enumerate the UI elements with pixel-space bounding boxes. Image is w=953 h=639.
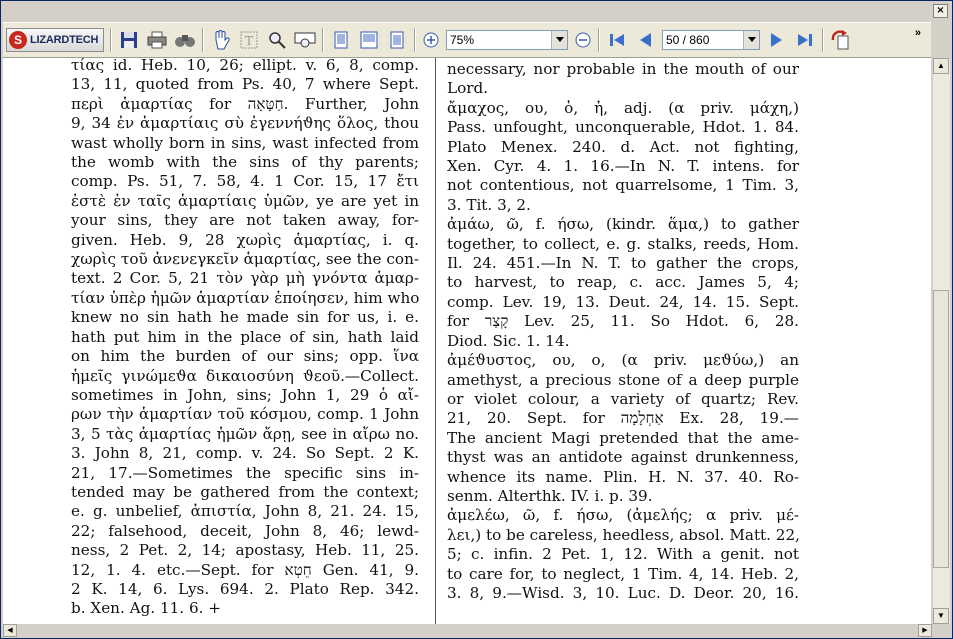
text-line: Pass. unfought, unconquerable, Hdot. 1. 84. (447, 118, 799, 137)
text-line: whence its name. Plin. H. N. 37. 40. Ro- (447, 467, 799, 486)
text-line: not contentious, not quarrelsome, 1 Tim. 3, (447, 176, 799, 195)
text-line: 3. John 8, 21, comp. v. 24. So Sept. 2 K. (71, 444, 419, 463)
scroll-up-button[interactable]: ▲ (933, 58, 949, 74)
vertical-scrollbar[interactable] (932, 58, 950, 624)
fit-width-button[interactable] (358, 29, 380, 51)
text-line: e. g. unbelief, ἀπιστία, John 8, 21. 24. 15, (71, 502, 419, 521)
text-line: ἀμάω, ῶ, f. ήσω, (kindr. ἅμα,) to gather (447, 215, 799, 234)
zoom-dropdown-arrow[interactable] (551, 31, 567, 49)
text-line: ἐστὲ ἐν ταῖς ἁμαρτίαις ὑμῶν, ye are yet in (71, 191, 419, 210)
text-line: ἀμελέω, ῶ, f. ήσω, (ἀμελής; α priv. μέ- (447, 506, 799, 525)
text-line: the womb with the sins of thy parents; (71, 153, 419, 172)
page-value: 50 / 860 (666, 33, 710, 47)
fit-page-button[interactable] (386, 29, 408, 51)
last-page-icon (796, 31, 814, 49)
text-line: 5; c. infin. 2 Pet. 1, 12. With a genit. not (447, 545, 799, 564)
rotate-icon (830, 30, 852, 50)
chevron-down-icon (556, 37, 564, 43)
text-line: τίαν ὑπὲρ ἡμῶν ἁμαρτίαν ἐποίησεν, him who (71, 288, 420, 307)
text-line: knew no sin hath he made sin for us, i. e. (71, 308, 419, 327)
separator (202, 28, 204, 52)
text-line: ἡμεῖς γινώμεϑα δικαιοσύνη ϑεοῦ.—Collect. (71, 366, 419, 385)
zoom-select[interactable] (446, 30, 568, 50)
text-line: 9, 34 ἐν ἁμαρτίαις σὺ ἐγεννήϑης ὅλος, thou (71, 114, 419, 133)
text-line: senm. Alterthk. IV. i. p. 39. (447, 486, 653, 505)
left-column (71, 58, 419, 619)
text-line: Xen. Cyr. 4. 1. 16.—In N. T. intens. for (447, 157, 799, 176)
single-page-icon (333, 31, 349, 49)
text-line: Il. 24. 451.—In N. T. to gather the crops, (447, 254, 799, 273)
text-line: Lord. (447, 79, 489, 98)
single-page-button[interactable] (330, 29, 352, 51)
text-line: Plato Menex. 240. d. Act. not fighting, (447, 137, 799, 156)
next-page-icon (769, 31, 785, 49)
text-line: ρων τὴν ἁμαρτίαν τοῦ κόσμου, comp. 1 John (71, 405, 419, 424)
zoom-tool-button[interactable] (266, 29, 288, 51)
zoom-in-icon (423, 32, 439, 48)
zoom-rect-button[interactable] (294, 29, 316, 51)
separator (822, 28, 824, 52)
separator (414, 28, 416, 52)
binoculars-icon (175, 32, 195, 48)
text-line: amethyst, a precious stone of a deep purple (447, 370, 799, 389)
text-select-button[interactable] (238, 29, 260, 51)
fit-page-icon (389, 31, 405, 49)
text-line: text. 2 Cor. 5, 21 τὸν γὰρ μὴ γνόντα ἁμαρ- (71, 269, 419, 288)
magnifier-icon (268, 31, 286, 49)
text-line: your sins, they are not taken away, for- (71, 211, 419, 230)
text-line: ἀμέϑυστος, ου, ο, (α priv. μεϑύω,) an (447, 351, 799, 370)
toolbar-overflow-button[interactable]: » (914, 27, 921, 39)
zoom-out-button[interactable] (574, 29, 592, 51)
text-line: περὶ ἁμαρτίας for חַטָּאָה. Further, John (71, 94, 420, 113)
text-line: given. Heb. 9, 28 χωρὶς ἁμαρτίας, i. q. (71, 230, 419, 249)
text-line: 22; falsehood, deceit, John 8, 46; lewd- (71, 521, 419, 540)
horizontal-scrollbar[interactable] (3, 624, 932, 637)
page-dropdown-arrow[interactable] (743, 31, 759, 49)
pan-tool-button[interactable] (210, 29, 232, 51)
close-button[interactable]: × (933, 4, 948, 18)
column-divider (435, 58, 436, 624)
text-select-icon (240, 31, 258, 49)
separator (110, 28, 112, 52)
zoom-rect-icon (294, 31, 316, 49)
page-select[interactable] (662, 30, 760, 50)
first-page-button[interactable] (606, 29, 628, 51)
text-line: 21, 17.—Sometimes the specific sins in- (71, 463, 419, 482)
text-line: The ancient Magi pretended that the ame- (447, 428, 799, 447)
text-line: comp. Ps. 51, 7. 58, 4. 1 Cor. 15, 17 ἔτι (71, 172, 419, 191)
scroll-thumb[interactable] (933, 290, 949, 568)
text-line: comp. Lev. 19, 13. Deut. 24, 14. 15. Sept. (447, 292, 799, 311)
text-line: ἄμαχος, ου, ὁ, ἡ, adj. (α priv. μάχη,) (447, 98, 799, 117)
hand-icon (212, 30, 230, 50)
logo-mark-icon: S (9, 31, 27, 49)
scroll-down-button[interactable]: ▼ (933, 608, 949, 624)
text-line: 3. Tit. 3, 2. (447, 195, 531, 214)
text-line: together, to collect, e. g. stalks, reeds, Hom. (447, 234, 799, 253)
last-page-button[interactable] (794, 29, 816, 51)
text-line: to harvest, to reap, c. acc. James 5, 4; (447, 273, 799, 292)
text-line: ness, 2 Pet. 2, 14; apostasy, Heb. 11, 25. (71, 541, 419, 560)
find-button[interactable] (174, 29, 196, 51)
separator (598, 28, 600, 52)
text-line: wast wholly born in sins, wast infected from (71, 133, 419, 152)
print-button[interactable] (146, 29, 168, 51)
chevron-down-icon (748, 37, 756, 43)
lizardtech-logo[interactable] (6, 28, 104, 52)
logo-text: LIZARDTECH (30, 34, 99, 46)
separator (322, 28, 324, 52)
text-line: necessary, nor probable in the mouth of our (447, 60, 799, 78)
text-line: 21, 20. Sept. for אַחְלָמָה Ex. 28, 19.— (447, 409, 799, 428)
save-button[interactable] (118, 29, 140, 51)
text-line: 12, 1. 4. etc.—Sept. for חֵטְא Gen. 41, 9. (71, 560, 419, 579)
svg-text:T: T (245, 34, 254, 48)
document-view[interactable] (3, 58, 931, 624)
text-line: for קָצַר Lev. 25, 11. So Hdot. 6, 28. (447, 312, 800, 331)
text-line: b. Xen. Ag. 11. 6. + (71, 599, 221, 618)
text-line: hath put him in the place of sin, hath laid (71, 327, 419, 346)
zoom-out-icon (575, 32, 591, 48)
text-line: thyst was an antidote against drunkenness, (447, 448, 799, 467)
text-line: λει,) to be careless, heedless, absol. Matt. 22, (447, 525, 800, 544)
printer-icon (147, 31, 167, 49)
text-line: 2 K. 14, 6. Lys. 694. 2. Plato Rep. 342. (71, 579, 419, 598)
toolbar (3, 22, 931, 58)
text-line: sometimes in John, sins; John 1, 29 ὁ αἴ- (71, 385, 419, 404)
next-page-button[interactable] (766, 29, 788, 51)
text-line: χωρὶς τοῦ ἀνενεγκεῖν ἁμαρτίας, see the con- (71, 250, 419, 269)
text-line: 13, 11, quoted from Ps. 40, 7 where Sept. (71, 75, 419, 94)
zoom-value: 75% (450, 33, 475, 47)
rotate-button[interactable] (830, 29, 852, 51)
prev-page-button[interactable] (634, 29, 656, 51)
text-line: τίας id. Heb. 10, 26; ellipt. v. 6, 8, comp. (71, 58, 419, 74)
right-column (447, 60, 799, 603)
first-page-icon (608, 31, 626, 49)
text-line: Diod. Sic. 1. 14. (447, 331, 570, 350)
text-line: 3, 5 τὰς ἁμαρτίας ἡμῶν ἄρῃ, see in αἴρω no. (71, 424, 419, 443)
text-line: tended may be gathered from the context; (71, 482, 419, 501)
text-line: to care for, to neglect, 1 Tim. 4, 14. Heb. 2, (447, 564, 799, 583)
text-line: 3. 8, 9.—Wisd. 3, 10. Luc. D. Deor. 20, 16. (447, 583, 799, 602)
prev-page-icon (637, 31, 653, 49)
floppy-disk-icon (120, 31, 138, 49)
text-line: on him the burden of our sins; opp. ἵνα (71, 347, 419, 366)
scroll-left-button[interactable]: ◀ (3, 624, 17, 637)
fit-width-icon (360, 31, 378, 49)
text-line: or violet colour, a variety of quartz; Rev. (447, 389, 799, 408)
scroll-right-button[interactable]: ▶ (918, 624, 932, 637)
zoom-in-button[interactable] (422, 29, 440, 51)
